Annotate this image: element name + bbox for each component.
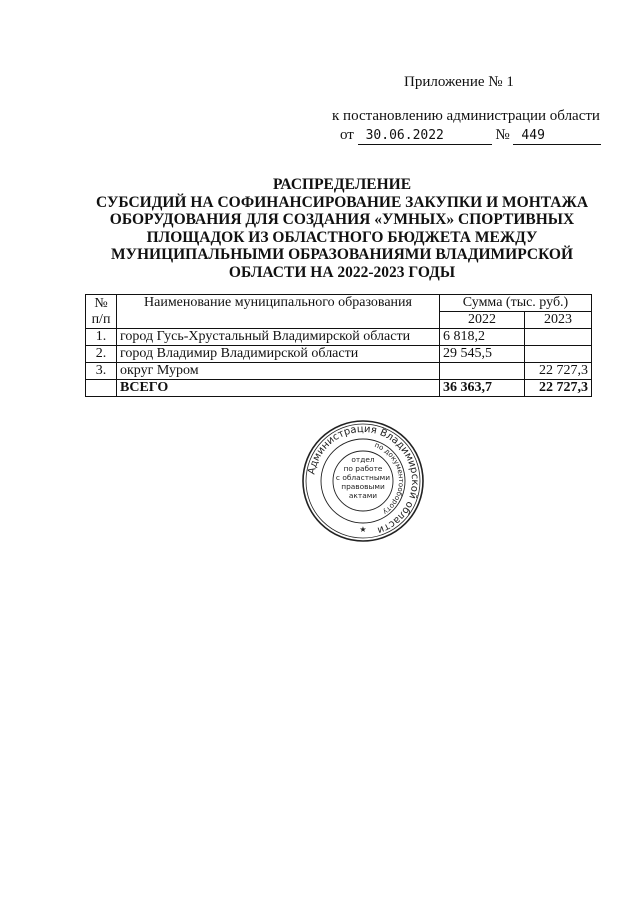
title-line: МУНИЦИПАЛЬНЫМИ ОБРАЗОВАНИЯМИ ВЛАДИМИРСКОЙ	[110, 246, 574, 263]
stamp-line-1: отдел	[351, 455, 375, 464]
table-total-row	[86, 380, 592, 397]
row-value-2023: 22 727,3	[525, 363, 592, 380]
official-stamp	[300, 418, 426, 549]
document-title	[90, 176, 594, 281]
row-number: 3.	[86, 363, 117, 380]
row-value-2023	[525, 346, 592, 363]
stamp-line-4: правовыми	[341, 482, 385, 491]
decree-date: 30.06.2022	[358, 128, 492, 145]
row-value-2022: 6 818,2	[440, 329, 525, 346]
header-sum: Сумма (тыс. руб.)	[440, 295, 592, 312]
stamp-star-icon: ★	[359, 525, 367, 534]
stamp-ring-text: Администрация Владимирской области	[306, 423, 421, 536]
total-value-2022: 36 363,7	[440, 380, 525, 397]
title-line: ОБОРУДОВАНИЯ ДЛЯ СОЗДАНИЯ «УМНЫХ» СПОРТИВНЫХ	[109, 211, 575, 228]
row-name: город Гусь-Хрустальный Владимирской области	[117, 329, 440, 346]
header-number	[86, 295, 117, 329]
stamp-line-3: с областными	[335, 473, 391, 482]
stamp-inner-ring-text: по документообороту	[373, 441, 406, 517]
row-number: 2.	[86, 346, 117, 363]
title-line: ОБЛАСТИ НА 2022-2023 ГОДЫ	[228, 263, 456, 281]
stamp-seal	[300, 418, 426, 544]
row-value-2023	[525, 329, 592, 346]
number-prefix: №	[495, 127, 510, 143]
decree-number: 449	[513, 128, 601, 145]
header-year-2022: 2022	[440, 312, 525, 329]
title-line: СУБСИДИЙ НА СОФИНАНСИРОВАНИЕ ЗАКУПКИ И МОНТАЖА	[95, 193, 589, 211]
title-line: ПЛОЩАДОК ИЗ ОБЛАСТНОГО БЮДЖЕТА МЕЖДУ	[146, 228, 538, 246]
table-row	[86, 363, 592, 380]
header-number-line2: п/п	[91, 311, 111, 327]
row-name: округ Муром	[117, 363, 440, 380]
header-number-line1: №	[94, 295, 108, 311]
row-name: город Владимир Владимирской области	[117, 346, 440, 363]
decree-reference: к постановлению администрации области	[332, 108, 600, 124]
table-row	[86, 329, 592, 346]
total-value-2023: 22 727,3	[525, 380, 592, 397]
table-row	[86, 346, 592, 363]
stamp-line-2: по работе	[343, 464, 383, 473]
row-value-2022: 29 545,5	[440, 346, 525, 363]
header-year-2023: 2023	[525, 312, 592, 329]
date-prefix: от	[340, 127, 354, 143]
decree-date-line	[340, 127, 601, 145]
title-line: РАСПРЕДЕЛЕНИЕ	[272, 176, 412, 193]
stamp-line-5: актами	[348, 491, 378, 500]
total-number	[86, 380, 117, 397]
row-value-2022	[440, 363, 525, 380]
table-header-row	[86, 295, 592, 312]
appendix-label: Приложение № 1	[404, 74, 514, 90]
distribution-table	[85, 294, 592, 397]
row-number: 1.	[86, 329, 117, 346]
total-label: ВСЕГО	[117, 380, 440, 397]
header-name: Наименование муниципального образования	[117, 295, 440, 329]
